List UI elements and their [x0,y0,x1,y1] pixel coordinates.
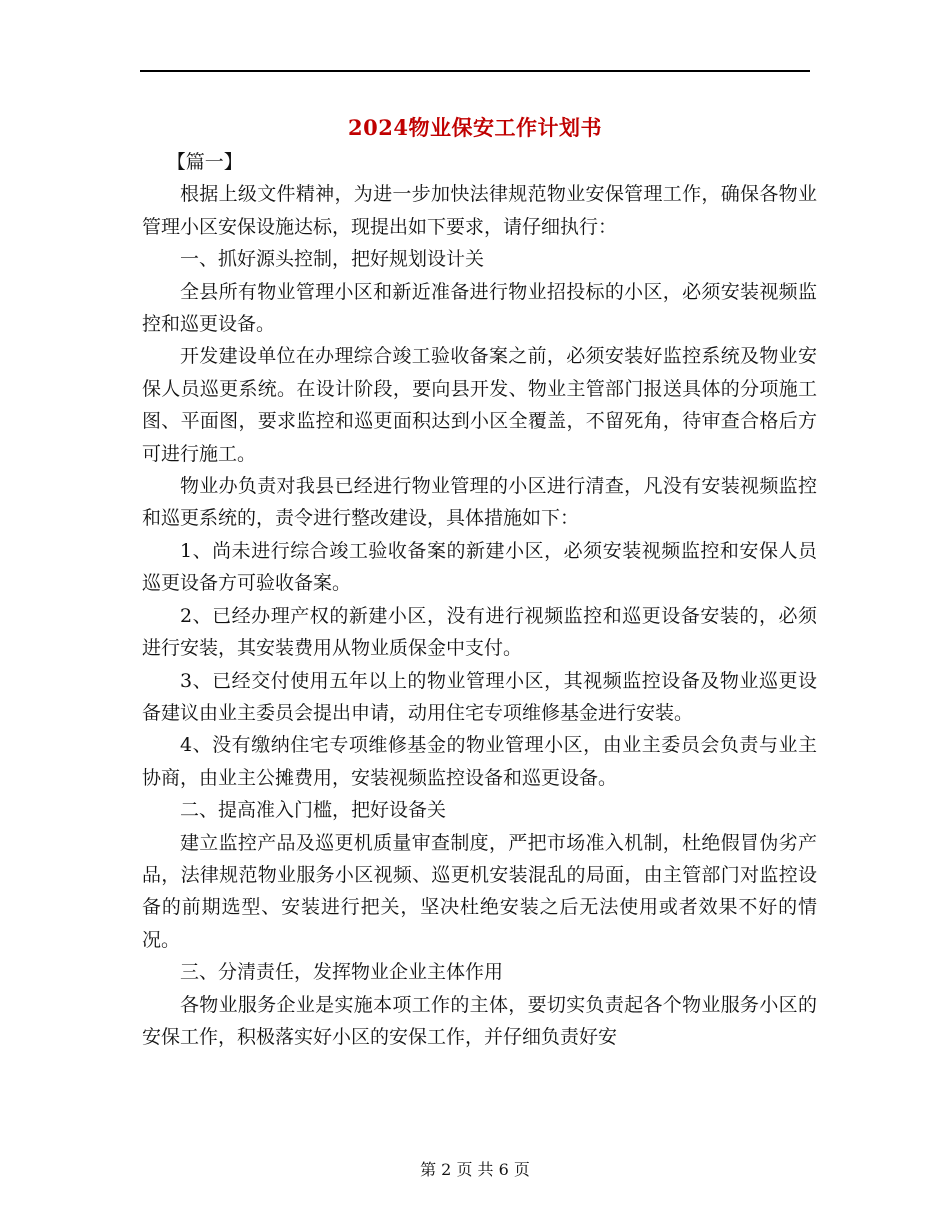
list-item-3: 3、已经交付使用五年以上的物业管理小区，其视频监控设备及物业巡更设备建议由业主委员会提出申请，动用住宅专项维修基金进行安装。 [142,669,817,724]
heading-section-3: 三、分清责任，发挥物业企业主体作用 [180,961,504,984]
list-item-2: 2、已经办理产权的新建小区，没有进行视频监控和巡更设备安装的，必须进行安装，其安装费用从物业质保金中支付。 [142,604,817,660]
paragraph-intro: 根据上级文件精神，为进一步加快法律规范物业安保管理工作，确保各物业管理小区安保设施达标，现提出如下要求，请仔细执行： [142,183,817,238]
list-item-1: 1、尚未进行综合竣工验收备案的新建小区，必须安装视频监控和安保人员巡更设备方可验收备案。 [142,539,817,595]
heading-section-1: 一、抓好源头控制，把好规划设计关 [180,248,485,271]
paragraph: 开发建设单位在办理综合竣工验收备案之前，必须安装好监控系统及物业安保人员巡更系统。在设计阶段，要向县开发、物业主管部门报送具体的分项施工图、平面图，要求监控和巡更面积达到小区全覆盖，不留死角，待审查合格后方可进行施工。 [142,345,817,465]
document-body [142,146,817,1053]
paragraph: 物业办负责对我县已经进行物业管理的小区进行清查，凡没有安装视频监控和巡更系统的，责令进行整改建设，具体措施如下： [142,475,817,530]
heading-section-2: 二、提高准入门槛，把好设备关 [180,799,447,822]
header-rule [140,70,810,72]
list-item-4: 4、没有缴纳住宅专项维修基金的物业管理小区，由业主委员会负责与业主协商，由业主公摊费用，安装视频监控设备和巡更设备。 [142,734,817,789]
section-label: 【篇一】 [166,151,243,173]
paragraph: 各物业服务企业是实施本项工作的主体，要切实负责起各个物业服务小区的安保工作，积极落实好小区的安保工作，并仔细负责好安 [142,993,817,1048]
paragraph: 建立监控产品及巡更机质量审查制度，严把市场准入机制，杜绝假冒伪劣产品，法律规范物业服务小区视频、巡更机安装混乱的局面，由主管部门对监控设备的前期选型、安装进行把关，坚决杜绝安装之后无法使用或者效果不好的情况。 [142,831,817,951]
paragraph: 全县所有物业管理小区和新近准备进行物业招投标的小区，必须安装视频监控和巡更设备。 [142,280,817,336]
page-indicator: 第 2 页 共 6 页 [420,1160,530,1179]
document-title: 2024物业保安工作计划书 [348,115,602,140]
